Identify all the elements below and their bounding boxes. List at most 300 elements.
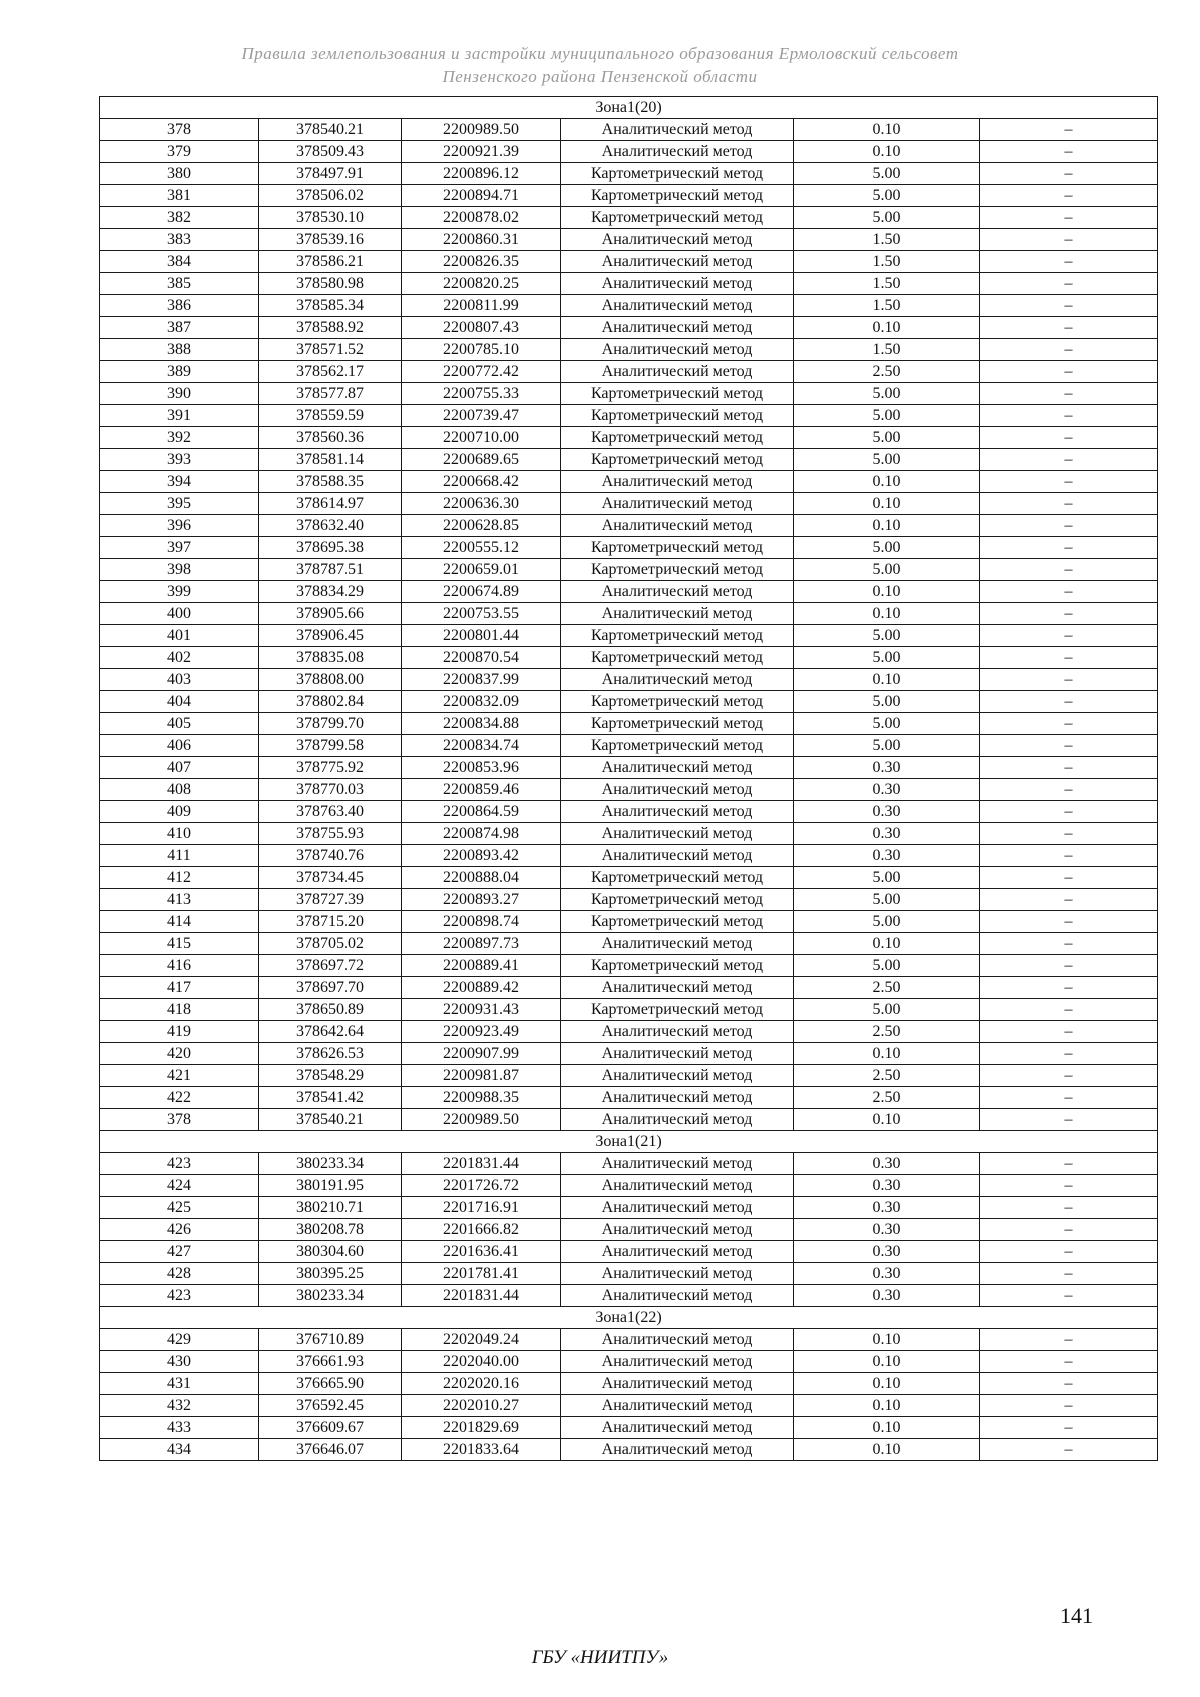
table-row bbox=[100, 779, 1158, 801]
accuracy-cell: 0.10 bbox=[794, 317, 980, 339]
x-coordinate-cell: 378509.43 bbox=[259, 141, 402, 163]
point-number-cell: 386 bbox=[100, 295, 259, 317]
accuracy-cell: 5.00 bbox=[794, 383, 980, 405]
note-cell: – bbox=[980, 537, 1158, 559]
method-cell: Аналитический метод bbox=[561, 1021, 794, 1043]
accuracy-cell: 0.10 bbox=[794, 141, 980, 163]
y-coordinate-cell: 2200668.42 bbox=[402, 471, 561, 493]
y-coordinate-cell: 2200898.74 bbox=[402, 911, 561, 933]
table-row bbox=[100, 119, 1158, 141]
x-coordinate-cell: 378559.59 bbox=[259, 405, 402, 427]
accuracy-cell: 0.10 bbox=[794, 1043, 980, 1065]
method-cell: Картометрический метод bbox=[561, 559, 794, 581]
note-cell: – bbox=[980, 1241, 1158, 1263]
accuracy-cell: 0.10 bbox=[794, 1109, 980, 1131]
y-coordinate-cell: 2200710.00 bbox=[402, 427, 561, 449]
method-cell: Картометрический метод bbox=[561, 889, 794, 911]
method-cell: Аналитический метод bbox=[561, 845, 794, 867]
y-coordinate-cell: 2200689.65 bbox=[402, 449, 561, 471]
point-number-cell: 431 bbox=[100, 1373, 259, 1395]
note-cell: – bbox=[980, 933, 1158, 955]
accuracy-cell: 0.10 bbox=[794, 471, 980, 493]
y-coordinate-cell: 2201831.44 bbox=[402, 1153, 561, 1175]
method-cell: Аналитический метод bbox=[561, 603, 794, 625]
table-row bbox=[100, 1395, 1158, 1417]
page-number: 141 bbox=[1060, 1603, 1093, 1628]
table-row bbox=[100, 933, 1158, 955]
table-row bbox=[100, 625, 1158, 647]
point-number-cell: 385 bbox=[100, 273, 259, 295]
note-cell: – bbox=[980, 339, 1158, 361]
note-cell: – bbox=[980, 735, 1158, 757]
accuracy-cell: 1.50 bbox=[794, 251, 980, 273]
point-number-cell: 382 bbox=[100, 207, 259, 229]
method-cell: Аналитический метод bbox=[561, 977, 794, 999]
method-cell: Аналитический метод bbox=[561, 229, 794, 251]
point-number-cell: 414 bbox=[100, 911, 259, 933]
point-number-cell: 429 bbox=[100, 1329, 259, 1351]
x-coordinate-cell: 376646.07 bbox=[259, 1439, 402, 1461]
y-coordinate-cell: 2202040.00 bbox=[402, 1351, 561, 1373]
method-cell: Аналитический метод bbox=[561, 1373, 794, 1395]
point-number-cell: 424 bbox=[100, 1175, 259, 1197]
accuracy-cell: 0.30 bbox=[794, 845, 980, 867]
table-row bbox=[100, 317, 1158, 339]
x-coordinate-cell: 378540.21 bbox=[259, 119, 402, 141]
x-coordinate-cell: 380233.34 bbox=[259, 1153, 402, 1175]
y-coordinate-cell: 2200921.39 bbox=[402, 141, 561, 163]
method-cell: Аналитический метод bbox=[561, 471, 794, 493]
table-row bbox=[100, 1175, 1158, 1197]
y-coordinate-cell: 2200860.31 bbox=[402, 229, 561, 251]
method-cell: Аналитический метод bbox=[561, 1263, 794, 1285]
note-cell: – bbox=[980, 317, 1158, 339]
table-row bbox=[100, 691, 1158, 713]
method-cell: Картометрический метод bbox=[561, 955, 794, 977]
y-coordinate-cell: 2200897.73 bbox=[402, 933, 561, 955]
point-number-cell: 412 bbox=[100, 867, 259, 889]
note-cell: – bbox=[980, 867, 1158, 889]
x-coordinate-cell: 380191.95 bbox=[259, 1175, 402, 1197]
table-row bbox=[100, 1087, 1158, 1109]
method-cell: Аналитический метод bbox=[561, 1351, 794, 1373]
point-number-cell: 428 bbox=[100, 1263, 259, 1285]
note-cell: – bbox=[980, 1153, 1158, 1175]
zone-header-row bbox=[100, 1131, 1158, 1153]
y-coordinate-cell: 2200753.55 bbox=[402, 603, 561, 625]
table-row bbox=[100, 999, 1158, 1021]
point-number-cell: 423 bbox=[100, 1153, 259, 1175]
y-coordinate-cell: 2200834.88 bbox=[402, 713, 561, 735]
note-cell: – bbox=[980, 471, 1158, 493]
method-cell: Аналитический метод bbox=[561, 1109, 794, 1131]
point-number-cell: 426 bbox=[100, 1219, 259, 1241]
x-coordinate-cell: 378548.29 bbox=[259, 1065, 402, 1087]
method-cell: Картометрический метод bbox=[561, 647, 794, 669]
x-coordinate-cell: 378560.36 bbox=[259, 427, 402, 449]
x-coordinate-cell: 378787.51 bbox=[259, 559, 402, 581]
x-coordinate-cell: 378770.03 bbox=[259, 779, 402, 801]
point-number-cell: 387 bbox=[100, 317, 259, 339]
x-coordinate-cell: 378632.40 bbox=[259, 515, 402, 537]
accuracy-cell: 0.10 bbox=[794, 1373, 980, 1395]
note-cell: – bbox=[980, 1263, 1158, 1285]
y-coordinate-cell: 2200853.96 bbox=[402, 757, 561, 779]
method-cell: Аналитический метод bbox=[561, 339, 794, 361]
point-number-cell: 411 bbox=[100, 845, 259, 867]
method-cell: Аналитический метод bbox=[561, 581, 794, 603]
y-coordinate-cell: 2202049.24 bbox=[402, 1329, 561, 1351]
y-coordinate-cell: 2201781.41 bbox=[402, 1263, 561, 1285]
point-number-cell: 418 bbox=[100, 999, 259, 1021]
zone-header-row bbox=[100, 1307, 1158, 1329]
accuracy-cell: 5.00 bbox=[794, 735, 980, 757]
accuracy-cell: 2.50 bbox=[794, 361, 980, 383]
table-row bbox=[100, 1021, 1158, 1043]
x-coordinate-cell: 378905.66 bbox=[259, 603, 402, 625]
note-cell: – bbox=[980, 1109, 1158, 1131]
accuracy-cell: 0.30 bbox=[794, 757, 980, 779]
note-cell: – bbox=[980, 119, 1158, 141]
point-number-cell: 403 bbox=[100, 669, 259, 691]
note-cell: – bbox=[980, 1043, 1158, 1065]
x-coordinate-cell: 378626.53 bbox=[259, 1043, 402, 1065]
accuracy-cell: 5.00 bbox=[794, 691, 980, 713]
method-cell: Картометрический метод bbox=[561, 735, 794, 757]
accuracy-cell: 5.00 bbox=[794, 647, 980, 669]
x-coordinate-cell: 378715.20 bbox=[259, 911, 402, 933]
point-number-cell: 407 bbox=[100, 757, 259, 779]
table-row bbox=[100, 559, 1158, 581]
point-number-cell: 404 bbox=[100, 691, 259, 713]
x-coordinate-cell: 376710.89 bbox=[259, 1329, 402, 1351]
accuracy-cell: 2.50 bbox=[794, 1065, 980, 1087]
method-cell: Картометрический метод bbox=[561, 449, 794, 471]
point-number-cell: 408 bbox=[100, 779, 259, 801]
y-coordinate-cell: 2200889.42 bbox=[402, 977, 561, 999]
x-coordinate-cell: 378562.17 bbox=[259, 361, 402, 383]
y-coordinate-cell: 2201726.72 bbox=[402, 1175, 561, 1197]
note-cell: – bbox=[980, 559, 1158, 581]
method-cell: Аналитический метод bbox=[561, 1153, 794, 1175]
point-number-cell: 427 bbox=[100, 1241, 259, 1263]
x-coordinate-cell: 378585.34 bbox=[259, 295, 402, 317]
table-row bbox=[100, 273, 1158, 295]
point-number-cell: 378 bbox=[100, 119, 259, 141]
point-number-cell: 417 bbox=[100, 977, 259, 999]
x-coordinate-cell: 378530.10 bbox=[259, 207, 402, 229]
note-cell: – bbox=[980, 383, 1158, 405]
x-coordinate-cell: 378506.02 bbox=[259, 185, 402, 207]
accuracy-cell: 0.30 bbox=[794, 1241, 980, 1263]
x-coordinate-cell: 378650.89 bbox=[259, 999, 402, 1021]
point-number-cell: 415 bbox=[100, 933, 259, 955]
accuracy-cell: 0.10 bbox=[794, 119, 980, 141]
note-cell: – bbox=[980, 889, 1158, 911]
note-cell: – bbox=[980, 1395, 1158, 1417]
table-row bbox=[100, 757, 1158, 779]
note-cell: – bbox=[980, 1197, 1158, 1219]
note-cell: – bbox=[980, 1439, 1158, 1461]
y-coordinate-cell: 2200923.49 bbox=[402, 1021, 561, 1043]
method-cell: Картометрический метод bbox=[561, 911, 794, 933]
x-coordinate-cell: 378642.64 bbox=[259, 1021, 402, 1043]
x-coordinate-cell: 378755.93 bbox=[259, 823, 402, 845]
zone-title: Зона1(21) bbox=[100, 1131, 1158, 1153]
y-coordinate-cell: 2200981.87 bbox=[402, 1065, 561, 1087]
y-coordinate-cell: 2200820.25 bbox=[402, 273, 561, 295]
note-cell: – bbox=[980, 273, 1158, 295]
accuracy-cell: 0.10 bbox=[794, 1395, 980, 1417]
method-cell: Аналитический метод bbox=[561, 515, 794, 537]
note-cell: – bbox=[980, 207, 1158, 229]
running-header-line2: Пензенского района Пензенской области bbox=[442, 67, 758, 86]
point-number-cell: 413 bbox=[100, 889, 259, 911]
accuracy-cell: 0.10 bbox=[794, 1439, 980, 1461]
y-coordinate-cell: 2200807.43 bbox=[402, 317, 561, 339]
x-coordinate-cell: 378697.70 bbox=[259, 977, 402, 999]
accuracy-cell: 2.50 bbox=[794, 977, 980, 999]
accuracy-cell: 2.50 bbox=[794, 1087, 980, 1109]
table-row bbox=[100, 1241, 1158, 1263]
y-coordinate-cell: 2200834.74 bbox=[402, 735, 561, 757]
x-coordinate-cell: 378799.58 bbox=[259, 735, 402, 757]
accuracy-cell: 5.00 bbox=[794, 185, 980, 207]
note-cell: – bbox=[980, 295, 1158, 317]
x-coordinate-cell: 378586.21 bbox=[259, 251, 402, 273]
accuracy-cell: 5.00 bbox=[794, 537, 980, 559]
point-number-cell: 380 bbox=[100, 163, 259, 185]
y-coordinate-cell: 2200896.12 bbox=[402, 163, 561, 185]
y-coordinate-cell: 2200931.43 bbox=[402, 999, 561, 1021]
table-row bbox=[100, 383, 1158, 405]
table-row bbox=[100, 1329, 1158, 1351]
point-number-cell: 379 bbox=[100, 141, 259, 163]
point-number-cell: 433 bbox=[100, 1417, 259, 1439]
accuracy-cell: 0.30 bbox=[794, 1175, 980, 1197]
point-number-cell: 392 bbox=[100, 427, 259, 449]
y-coordinate-cell: 2201716.91 bbox=[402, 1197, 561, 1219]
point-number-cell: 395 bbox=[100, 493, 259, 515]
table-row bbox=[100, 207, 1158, 229]
point-number-cell: 401 bbox=[100, 625, 259, 647]
x-coordinate-cell: 380233.34 bbox=[259, 1285, 402, 1307]
method-cell: Картометрический метод bbox=[561, 999, 794, 1021]
table-row bbox=[100, 603, 1158, 625]
x-coordinate-cell: 378577.87 bbox=[259, 383, 402, 405]
note-cell: – bbox=[980, 1021, 1158, 1043]
y-coordinate-cell: 2200907.99 bbox=[402, 1043, 561, 1065]
y-coordinate-cell: 2200989.50 bbox=[402, 119, 561, 141]
point-number-cell: 397 bbox=[100, 537, 259, 559]
x-coordinate-cell: 378541.42 bbox=[259, 1087, 402, 1109]
table-row bbox=[100, 1439, 1158, 1461]
point-number-cell: 432 bbox=[100, 1395, 259, 1417]
y-coordinate-cell: 2201636.41 bbox=[402, 1241, 561, 1263]
x-coordinate-cell: 378614.97 bbox=[259, 493, 402, 515]
accuracy-cell: 5.00 bbox=[794, 449, 980, 471]
y-coordinate-cell: 2200864.59 bbox=[402, 801, 561, 823]
point-number-cell: 400 bbox=[100, 603, 259, 625]
x-coordinate-cell: 380304.60 bbox=[259, 1241, 402, 1263]
y-coordinate-cell: 2200801.44 bbox=[402, 625, 561, 647]
x-coordinate-cell: 378571.52 bbox=[259, 339, 402, 361]
method-cell: Картометрический метод bbox=[561, 427, 794, 449]
table-row bbox=[100, 713, 1158, 735]
y-coordinate-cell: 2200674.89 bbox=[402, 581, 561, 603]
point-number-cell: 396 bbox=[100, 515, 259, 537]
x-coordinate-cell: 376665.90 bbox=[259, 1373, 402, 1395]
method-cell: Аналитический метод bbox=[561, 1285, 794, 1307]
table-row bbox=[100, 449, 1158, 471]
accuracy-cell: 5.00 bbox=[794, 405, 980, 427]
y-coordinate-cell: 2200555.12 bbox=[402, 537, 561, 559]
method-cell: Картометрический метод bbox=[561, 537, 794, 559]
point-number-cell: 390 bbox=[100, 383, 259, 405]
table-row bbox=[100, 911, 1158, 933]
y-coordinate-cell: 2201829.69 bbox=[402, 1417, 561, 1439]
method-cell: Аналитический метод bbox=[561, 273, 794, 295]
x-coordinate-cell: 380208.78 bbox=[259, 1219, 402, 1241]
x-coordinate-cell: 376661.93 bbox=[259, 1351, 402, 1373]
y-coordinate-cell: 2200859.46 bbox=[402, 779, 561, 801]
note-cell: – bbox=[980, 757, 1158, 779]
accuracy-cell: 0.30 bbox=[794, 779, 980, 801]
table-row bbox=[100, 295, 1158, 317]
x-coordinate-cell: 378775.92 bbox=[259, 757, 402, 779]
y-coordinate-cell: 2202010.27 bbox=[402, 1395, 561, 1417]
point-number-cell: 393 bbox=[100, 449, 259, 471]
y-coordinate-cell: 2200659.01 bbox=[402, 559, 561, 581]
method-cell: Картометрический метод bbox=[561, 163, 794, 185]
note-cell: – bbox=[980, 1329, 1158, 1351]
accuracy-cell: 5.00 bbox=[794, 999, 980, 1021]
table-row bbox=[100, 493, 1158, 515]
zone-header-row bbox=[100, 97, 1158, 119]
y-coordinate-cell: 2200874.98 bbox=[402, 823, 561, 845]
y-coordinate-cell: 2200772.42 bbox=[402, 361, 561, 383]
accuracy-cell: 5.00 bbox=[794, 911, 980, 933]
table-row bbox=[100, 977, 1158, 999]
y-coordinate-cell: 2202020.16 bbox=[402, 1373, 561, 1395]
method-cell: Аналитический метод bbox=[561, 1087, 794, 1109]
accuracy-cell: 1.50 bbox=[794, 229, 980, 251]
y-coordinate-cell: 2200636.30 bbox=[402, 493, 561, 515]
method-cell: Картометрический метод bbox=[561, 625, 794, 647]
table-row bbox=[100, 955, 1158, 977]
point-number-cell: 430 bbox=[100, 1351, 259, 1373]
table-row bbox=[100, 405, 1158, 427]
accuracy-cell: 1.50 bbox=[794, 273, 980, 295]
table-row bbox=[100, 735, 1158, 757]
point-number-cell: 398 bbox=[100, 559, 259, 581]
method-cell: Картометрический метод bbox=[561, 207, 794, 229]
x-coordinate-cell: 380395.25 bbox=[259, 1263, 402, 1285]
note-cell: – bbox=[980, 845, 1158, 867]
x-coordinate-cell: 378540.21 bbox=[259, 1109, 402, 1131]
point-number-cell: 378 bbox=[100, 1109, 259, 1131]
y-coordinate-cell: 2200811.99 bbox=[402, 295, 561, 317]
method-cell: Аналитический метод bbox=[561, 757, 794, 779]
table-row bbox=[100, 801, 1158, 823]
note-cell: – bbox=[980, 1087, 1158, 1109]
accuracy-cell: 0.10 bbox=[794, 669, 980, 691]
accuracy-cell: 5.00 bbox=[794, 889, 980, 911]
page-footer: ГБУ «НИИТПУ» bbox=[531, 1647, 669, 1668]
method-cell: Аналитический метод bbox=[561, 1175, 794, 1197]
note-cell: – bbox=[980, 1285, 1158, 1307]
x-coordinate-cell: 378799.70 bbox=[259, 713, 402, 735]
table-row bbox=[100, 1373, 1158, 1395]
x-coordinate-cell: 378835.08 bbox=[259, 647, 402, 669]
x-coordinate-cell: 378705.02 bbox=[259, 933, 402, 955]
table-row bbox=[100, 229, 1158, 251]
method-cell: Картометрический метод bbox=[561, 185, 794, 207]
note-cell: – bbox=[980, 955, 1158, 977]
zone-title: Зона1(20) bbox=[100, 97, 1158, 119]
note-cell: – bbox=[980, 1417, 1158, 1439]
table-row bbox=[100, 1417, 1158, 1439]
table-row bbox=[100, 537, 1158, 559]
accuracy-cell: 0.10 bbox=[794, 493, 980, 515]
note-cell: – bbox=[980, 779, 1158, 801]
method-cell: Аналитический метод bbox=[561, 1439, 794, 1461]
y-coordinate-cell: 2200739.47 bbox=[402, 405, 561, 427]
method-cell: Аналитический метод bbox=[561, 141, 794, 163]
note-cell: – bbox=[980, 141, 1158, 163]
method-cell: Аналитический метод bbox=[561, 933, 794, 955]
note-cell: – bbox=[980, 911, 1158, 933]
table-row bbox=[100, 1065, 1158, 1087]
point-number-cell: 416 bbox=[100, 955, 259, 977]
x-coordinate-cell: 378581.14 bbox=[259, 449, 402, 471]
point-number-cell: 420 bbox=[100, 1043, 259, 1065]
accuracy-cell: 5.00 bbox=[794, 713, 980, 735]
point-number-cell: 410 bbox=[100, 823, 259, 845]
table-row bbox=[100, 845, 1158, 867]
x-coordinate-cell: 378740.76 bbox=[259, 845, 402, 867]
note-cell: – bbox=[980, 163, 1158, 185]
note-cell: – bbox=[980, 427, 1158, 449]
x-coordinate-cell: 378906.45 bbox=[259, 625, 402, 647]
note-cell: – bbox=[980, 691, 1158, 713]
note-cell: – bbox=[980, 185, 1158, 207]
note-cell: – bbox=[980, 1219, 1158, 1241]
table-row bbox=[100, 1263, 1158, 1285]
point-number-cell: 406 bbox=[100, 735, 259, 757]
accuracy-cell: 0.30 bbox=[794, 1285, 980, 1307]
point-number-cell: 389 bbox=[100, 361, 259, 383]
point-number-cell: 383 bbox=[100, 229, 259, 251]
note-cell: – bbox=[980, 801, 1158, 823]
accuracy-cell: 1.50 bbox=[794, 295, 980, 317]
table-row bbox=[100, 1043, 1158, 1065]
method-cell: Аналитический метод bbox=[561, 1395, 794, 1417]
accuracy-cell: 2.50 bbox=[794, 1021, 980, 1043]
x-coordinate-cell: 378802.84 bbox=[259, 691, 402, 713]
note-cell: – bbox=[980, 251, 1158, 273]
y-coordinate-cell: 2200888.04 bbox=[402, 867, 561, 889]
method-cell: Аналитический метод bbox=[561, 779, 794, 801]
x-coordinate-cell: 378588.92 bbox=[259, 317, 402, 339]
y-coordinate-cell: 2200826.35 bbox=[402, 251, 561, 273]
method-cell: Аналитический метод bbox=[561, 823, 794, 845]
x-coordinate-cell: 380210.71 bbox=[259, 1197, 402, 1219]
running-header-line1: Правила землепользования и застройки муниципального образования Ермоловский сельсовет bbox=[241, 44, 959, 63]
note-cell: – bbox=[980, 449, 1158, 471]
y-coordinate-cell: 2201666.82 bbox=[402, 1219, 561, 1241]
accuracy-cell: 0.10 bbox=[794, 1351, 980, 1373]
